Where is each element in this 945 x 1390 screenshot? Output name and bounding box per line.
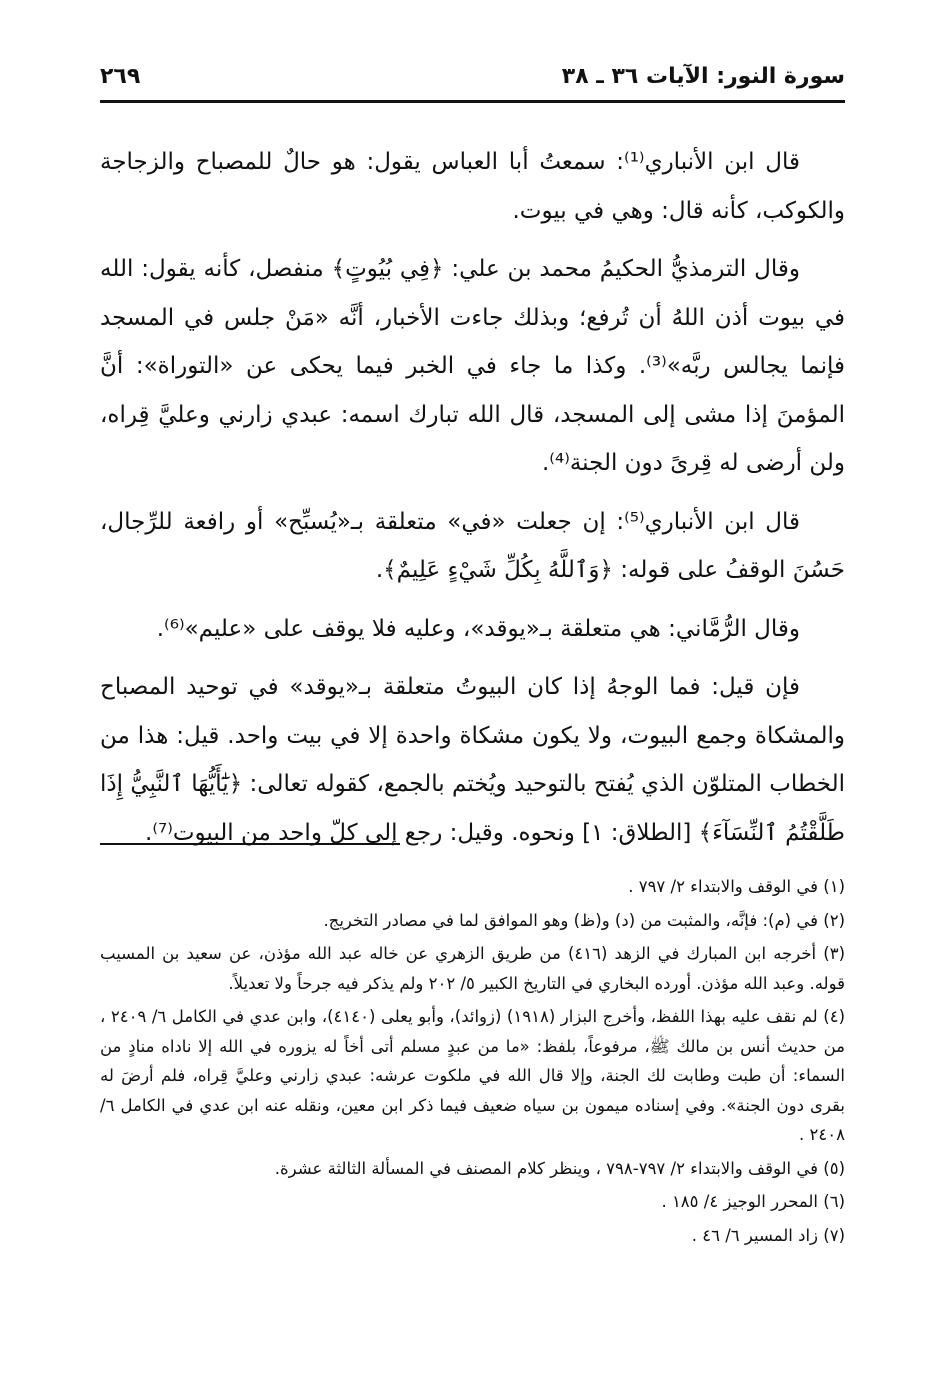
running-title: سورة النور: الآيات ٣٦ ـ ٣٨ xyxy=(561,64,845,89)
paragraph: وقال الرُّمَّاني: هي متعلقة بـ«يوقد»، وعليه فلا يوقف على «عليم»⁽⁶⁾. xyxy=(156,615,800,642)
main-text xyxy=(100,138,845,867)
footnote: (٦) المحرر الوجيز ٤/ ١٨٥ . xyxy=(661,1192,845,1211)
page-number: ٢٦٩ xyxy=(100,64,141,89)
footnote: (٧) زاد المسير ٦/ ٤٦ . xyxy=(691,1225,845,1245)
paragraph: فإن قيل: فما الوجهُ إذا كان البيوتُ متعلقة بـ«يوقد» في توحيد المصباح والمشكاة وجمع البيوت، ولا يكون مشكاة واحدة إلا في بيت واحد. قيل: هذا من الخطاب المتلوّن الذي يُفتح بالتوحيد ويُختم بالجمع، كقوله تعالى: ﴿يَٰٓأَيُّهَا ٱلنَّبِيُّ إِذَا طَلَّقْتُمُ ٱلنِّسَآءَ﴾ [الطلاق: ١] ونحوه. وقيل: رجع إلى كلّ واحد من البيوت⁽⁷⁾. xyxy=(100,674,845,846)
paragraph: وقال الترمذيُّ الحكيمُ محمد بن علي: ﴿فِي بُيُوتٍ﴾ منفصل، كأنه يقول: الله في بيوت أذن اللهُ أن تُرفع؛ وبذلك جاءت الأخبار، أنَّه «مَنْ جلس في المسجد فإنما يجالس ربَّه»⁽³⁾. وكذا ما جاء في الخبر فيما يحكى عن «التوراة»: أنَّ المؤمنَ إذا مشى إلى المسجد، قال الله تبارك اسمه: عبدي زارني وعليَّ قِراه، ولن أرضى له قِرىً دون الجنة⁽⁴⁾. xyxy=(100,256,845,476)
paragraph: قال ابن الأنباري⁽¹⁾: سمعتُ أبا العباس يقول: هو حالٌ للمصباح والزجاجة والكوكب، كأنه قال: وهي في بيوت. xyxy=(100,149,845,224)
paragraph: قال ابن الأنباري⁽⁵⁾: إن جعلت «في» متعلقة بـ«يُسبِّح» أو رافعة للرِّجال، حَسُنَ الوقفُ على قوله: ﴿وَٱللَّهُ بِكُلِّ شَيْءٍ عَلِيمٌ﴾. xyxy=(100,508,845,583)
footnote: (١) في الوقف والابتداء ٢/ ٧٩٧ . xyxy=(628,877,845,896)
footnote: (٣) أخرجه ابن المبارك في الزهد (٤١٦) من طريق الزهري عن خاله عبد الله مؤذن، عن سعيد بن المسيب قوله. وعبد الله مؤذن. أورده البخاري في التاريخ الكبير ٥/ ٢٠٢ ولم يذكر فيه جرحاً ولا تعديلاً. xyxy=(100,944,845,993)
footnote: (٥) في الوقف والابتداء ٢/ ٧٩٧-٧٩٨ ، وينظر كلام المصنف في المسألة الثالثة عشرة. xyxy=(274,1158,845,1178)
page-header xyxy=(100,60,845,103)
footnotes xyxy=(100,872,845,1254)
footnote-divider xyxy=(100,843,400,845)
footnote: (٢) في (م): فإنَّه، والمثبت من (د) و(ظ) وهو الموافق لما في مصادر التخريج. xyxy=(323,910,845,930)
footnote: (٤) لم نقف عليه بهذا اللفظ، وأخرج البزار (١٩١٨) (زوائد)، وأبو يعلى (٤١٤٠)، وابن عدي في الكامل ٦/ ٢٤٠٩ ، من حديث أنس بن مالك ﷺ، مرفوعاً، بلفظ: «ما من عبدٍ مسلم أتى أخاً له يزوره في الله إلا ناداه منادٍ من السماء: أن طبت وطابت لك الجنة، وإلا قال الله في ملكوت عرشه: عبدي زارني وعليَّ قِراه، فلم أرضَ له بقرى دون الجنة». وفي إسناده ميمون بن سياه ضعيف فيما ذكر ابن معين، ونقله عنه ابن عدي في الكامل ٦/ ٢٤٠٨ . xyxy=(100,1007,845,1144)
